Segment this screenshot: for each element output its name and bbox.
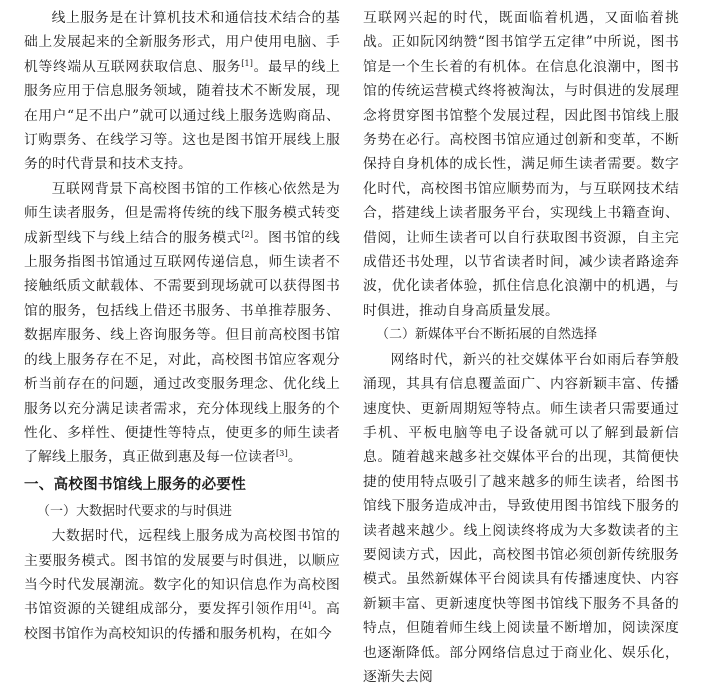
- subsection-heading: （一）大数据时代要求的与时俱进: [37, 503, 233, 519]
- paragraph-big-data-era: 大数据时代，远程线上服务成为高校图书馆的主要服务模式。图书馆的发展要与时俱进，以顺应当今时代发展潮流。数字化的知识信息作为高校图书馆资源的关键组成部分，要发挥引领作用[4]。高校图书馆作为高校知识的传播和服务机构，在如今: [24, 528, 340, 642]
- paragraph-internet-background: 互联网背景下高校图书馆的工作核心依然是为师生读者服务，但是需将传统的线下服务模式转变成新型线下与线上结合的服务模式[2]。图书馆的线上服务指图书馆通过互联网传递信息，师生读者不接触纸质文献载体、不需要到现场就可以获得图书馆的服务，包括线上借还书服务、书单推荐服务、数据库服务、线上咨询服务等。但目前高校图书馆的线上服务存在不足，对此，高校图书馆应客观分析当前存在的问题，通过改变服务理念、优化线上服务以充分满足读者需求，充分体现线上服务的个性化、多样性、便捷性等特点，使更多的师生读者了解线上服务，真正做到惠及每一位读者[3]。: [24, 180, 340, 466]
- citation-ref: [3]: [275, 449, 288, 459]
- section-heading: 一、高校图书馆线上服务的必要性: [24, 476, 246, 493]
- citation-ref: [2]: [241, 229, 254, 239]
- paragraph-new-media: 网络时代，新兴的社交媒体平台如雨后春笋般涌现，其具有信息覆盖面广、内容新颖丰富、传播速度快、更新周期短等特点。师生读者只需要通过手机、平板电脑等电子设备就可以了解到最新信息。随着越来越多社交媒体平台的出现，其简便快捷的使用特点吸引了越来越多的师生读者，给图书馆线下服务造成冲击，导致使用图书馆线下服务的读者越来越少。线上阅读终将成为大多数读者的主要阅读方式，因此，高校图书馆必须创新传统服务模式。虽然新媒体平台阅读具有传播速度快、内容新颖丰富、更新速度快等图书馆线下服务不具备的特点，但随着师生线上阅读量不断增加，阅读深度也逐渐降低。部分网络信息过于商业化、娱乐化，逐渐失去阅: [363, 351, 679, 685]
- subsection-heading: （二）新媒体平台不断拓展的自然选择: [376, 327, 598, 343]
- paragraph-online-service-definition: 线上服务是在计算机技术和通信技术结合的基础上发展起来的全新服务形式，用户使用电脑、手机等终端从互联网获取信息、服务[1]。最早的线上服务应用于信息服务领域，随着技术不断发展，现在用户“足不出户”就可以通过线上服务选购商品、订购票务、在线学习等。这也是图书馆开展线上服务的时代背景和技术支持。: [24, 10, 340, 173]
- citation-ref: [1]: [241, 58, 254, 68]
- paragraph-continued: 互联网兴起的时代，既面临着机遇，又面临着挑战。正如阮冈纳赞“图书馆学五定律”中所说，图书馆是一个生长着的有机体。在信息化浪潮中，图书馆的传统运营模式终将被淘汰，与时俱进的发展理念将贯穿图书馆整个发展过程，因此图书馆线上服务势在必行。高校图书馆应通过创新和变革，不断保持自身机体的成长性，满足师生读者需要。数字化时代，高校图书馆应顺势而为，与互联网技术结合，搭建线上读者服务平台，实现线上书籍查询、借阅，让师生读者可以自行获取图书资源，自主完成借还书处理，以节省读者时间，减少读者路途奔波，优化读者体验，抓住信息化浪潮中的机遇，与时俱进，推动自身高质量发展。: [363, 10, 679, 319]
- right-column: [363, 6, 679, 689]
- citation-ref: [4]: [299, 601, 312, 611]
- left-column: [24, 6, 340, 646]
